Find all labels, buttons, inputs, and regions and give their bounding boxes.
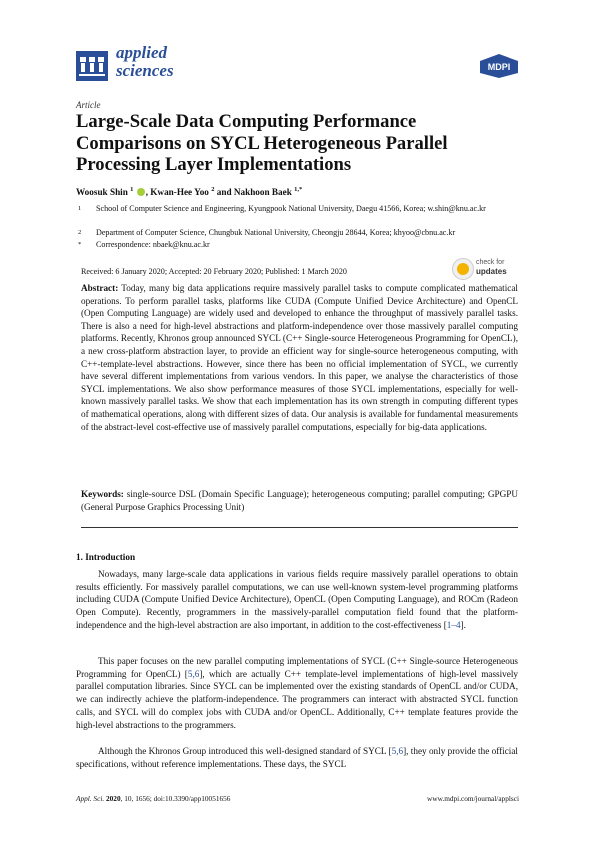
check-updates-icon [452, 258, 474, 280]
divider [81, 527, 518, 528]
volume-doi: , 10, 1656; doi:10.3390/app10051656 [120, 794, 231, 803]
affiliation-mark: 1 [78, 205, 82, 212]
paragraph-text: ], they only provide the official specifications, without reference implementations. These days, the SYCL [76, 746, 518, 769]
abstract [81, 282, 518, 433]
affiliation-1 [76, 204, 521, 226]
affiliation-text: School of Computer Science and Engineering, Kyungpook National University, Daegu 41566, Korea; w.shin@knu.ac.kr [96, 204, 486, 213]
paragraph-text: Although the Khronos Group introduced this well-designed standard of SYCL [ [98, 746, 392, 756]
footer-citation [76, 794, 230, 803]
author-name[interactable]: Nakhoon Baek [233, 187, 292, 198]
affiliation-mark: * [78, 241, 82, 248]
journal-url-link[interactable]: www.mdpi.com/journal/applsci [427, 794, 519, 803]
section-heading: 1. Introduction [76, 552, 136, 562]
applied-sciences-logo-icon [76, 51, 108, 81]
author-affiliation-mark: 1 [130, 186, 134, 193]
author-affiliation-mark: 1,* [294, 186, 303, 193]
journal-name-line1: applied [116, 43, 167, 62]
abstract-text: Today, many big data applications require massively parallel tasks to compute complicated mathematical operations. To perform parallel tasks, platforms like CUDA (Compute Unified Device Architecture) and OpenCL (Open Computing Language) are widely used and developed to enhance the throughput of massively parallel tasks. There is also a need for high-level abstractions and platform-independence over those massively parallel computing platforms. Recently, Khronos group announced SYCL (C++ Single-source Heterogeneous Programming for OpenCL), a new cross-platform abstraction layer, to provide an efficient way for single-source heterogeneous computing, with C++-template-level abstractions. However, since there has been no official implementation of SYCL, we currently have several different implementations from various vendors. In this paper, we analyse the characteristics of those SYCL implementations. We also show performance measures of those SYCL implementations, especially for well-known massively parallel tasks. We show that each implementation has its own strength in computing different types of mathematical operations, along with different sizes of data. Our analysis is available for fundamental measurements of the abstract-level cost-effective use of massively parallel computations, especially for big-data applications. [81, 283, 518, 432]
body-paragraph [76, 655, 518, 731]
author-name[interactable]: Woosuk Shin [76, 187, 128, 198]
journal-abbreviation: Appl. Sci. [76, 794, 105, 803]
paragraph-text: ], which are actually C++ template-level implementations of high-level massively parallel computation libraries. Since SYCL can be implemented over the existing standards of OpenCL and/or CUDA, we can indirectly achieve the platform-independence. The programmers can interact with abstracted SYCL function calls, and SYCL will do complex jobs with CUDA and/or OpenCL. Additionally, C++ template features provide the high-level abstractions to the programmers. [76, 668, 518, 730]
citation-link[interactable]: 1–4 [446, 619, 461, 630]
check-for-updates-button[interactable] [452, 257, 524, 279]
paper-title: Large-Scale Data Computing Performance Comparisons on SYCL Heterogeneous Parallel Processing Layer Implementations [76, 111, 448, 175]
author-list [76, 186, 302, 197]
author-affiliation-mark: 2 [211, 186, 215, 193]
affiliation-mark: 2 [78, 229, 82, 236]
paragraph-text: This paper focuses on the new parallel computing implementations of SYCL (C++ Single-source Heterogeneous Programming for OpenCL) [ [76, 656, 518, 679]
body-paragraph [76, 745, 518, 770]
keywords [81, 488, 518, 513]
paragraph-text: ]. [460, 619, 466, 630]
author-separator: , [145, 187, 151, 198]
journal-name [116, 44, 174, 80]
keywords-label: Keywords: [81, 489, 124, 499]
check-updates-label-2: updates [476, 267, 507, 276]
publication-year: 2020 [106, 794, 121, 803]
correspondence-text: Correspondence: nbaek@knu.ac.kr [96, 240, 210, 249]
keywords-text: single-source DSL (Domain Specific Language); heterogeneous computing; parallel computing; GPGPU (General Purpose Graphics Processing Unit) [81, 489, 519, 512]
citation-link[interactable]: 5,6 [391, 746, 404, 756]
author-name[interactable]: Kwan-Hee Yoo [150, 187, 209, 198]
orcid-icon[interactable] [137, 188, 145, 196]
article-type: Article [76, 100, 101, 110]
paragraph-text: Nowadays, many large-scale data applications in various fields require massively parallel operations to obtain results efficiently. For massively parallel computations, we can use well-known system-level programming platforms including CUDA (Compute Unified Device Architecture), OpenCL (Open Computing Language), and ROCm (Radeon Open Compute). Recently, programmers in the massively-parallel computation field found that the platform-independence and the high-level abstraction are also important, in addition to the cost-effectiveness [ [76, 569, 518, 630]
check-updates-label-1: check for [476, 259, 505, 266]
body-paragraph [76, 568, 518, 632]
author-separator: and [214, 187, 234, 198]
abstract-label: Abstract: [81, 283, 119, 293]
journal-name-line2: sciences [116, 61, 174, 80]
citation-link[interactable]: 5,6 [187, 668, 200, 679]
affiliation-text: Department of Computer Science, Chungbuk National University, Cheongju 28644, Korea; khyoo@cbnu.ac.kr [96, 228, 456, 237]
svg-text:MDPI: MDPI [487, 62, 511, 72]
mdpi-logo-icon [478, 53, 520, 79]
publication-dates: Received: 6 January 2020; Accepted: 20 February 2020; Published: 1 March 2020 [81, 267, 347, 276]
